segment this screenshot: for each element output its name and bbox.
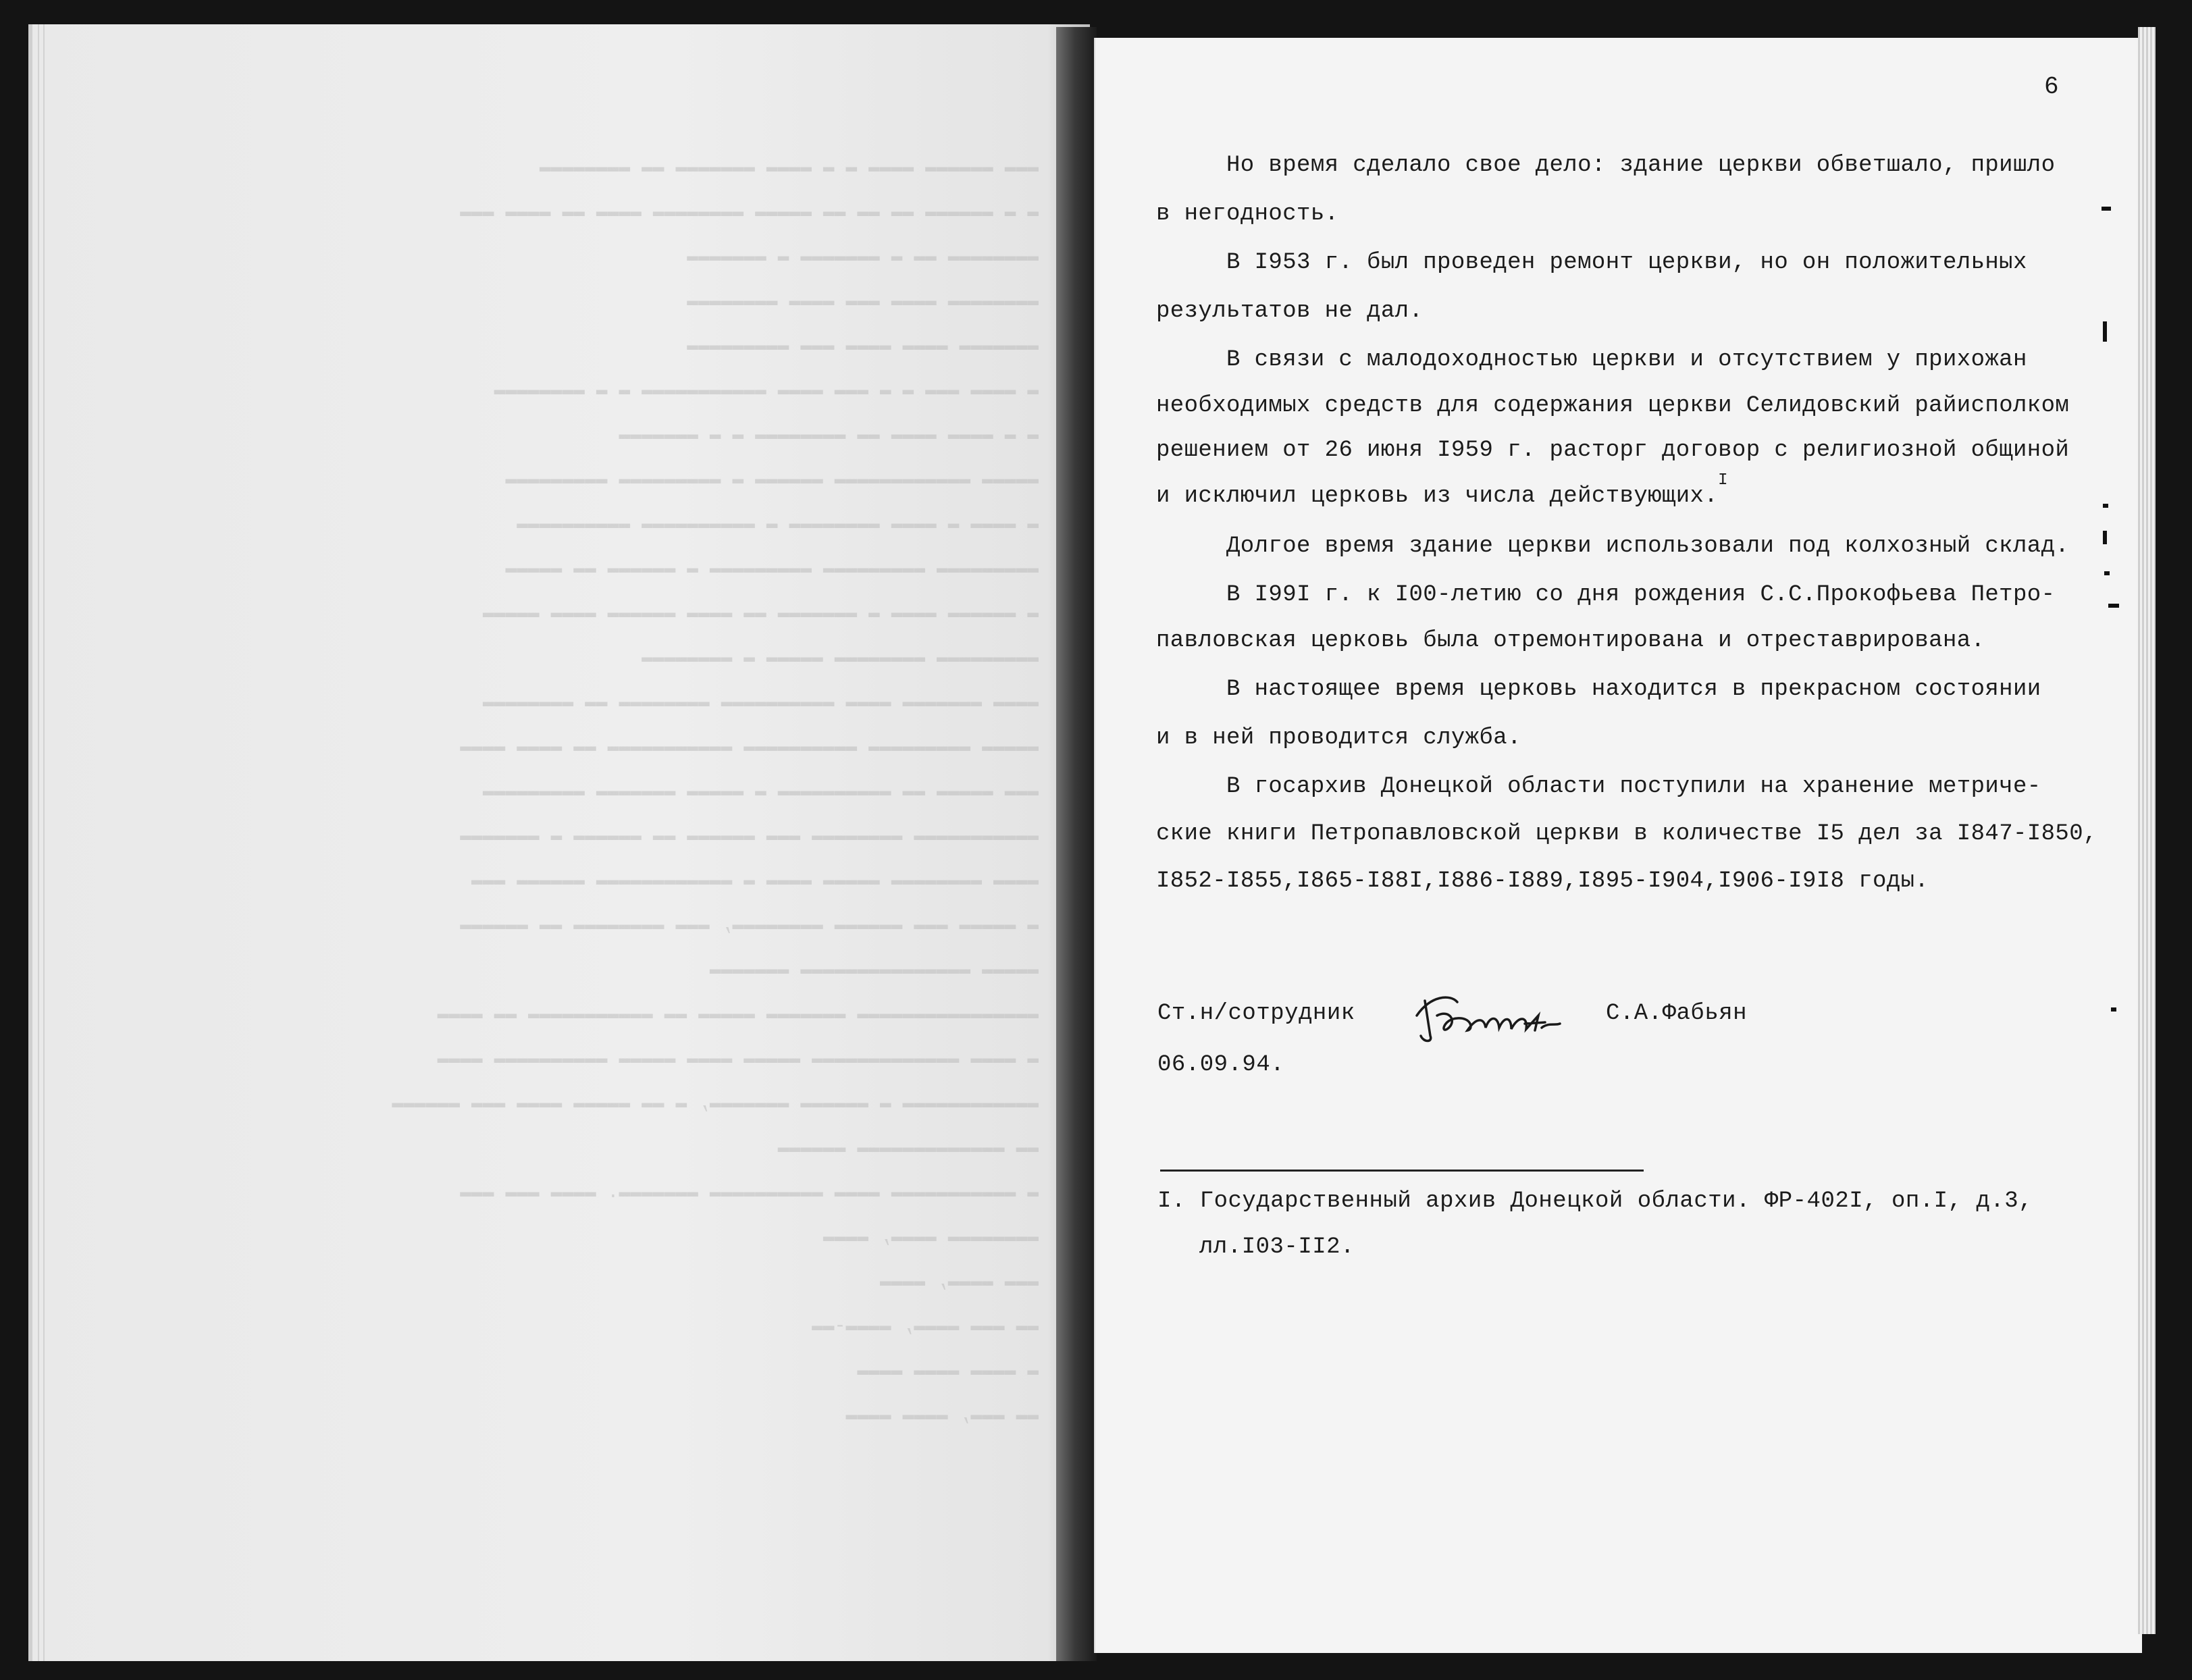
signature-position: Ст.н/сотрудник <box>1157 1001 1355 1026</box>
text-line: В I99I г. к I00-летию со дня рождения С.С.Прокофьева Петро- <box>1226 582 2056 608</box>
text-line: павловская церковь была отремонтирована и отреставрирована. <box>1156 628 1985 654</box>
text-line: ские книги Петропавловской церкви в количестве I5 дел за I847-I850, <box>1156 821 2097 847</box>
signatory-name: С.А.Фабьян <box>1606 1001 1748 1026</box>
text-line: В госархив Донецкой области поступили на хранение метриче- <box>1226 774 2041 799</box>
text-line: и исключил церковь из числа действующих.$^I$ <box>1156 471 1728 509</box>
footnote-line: I. Государственный архив Донецкой области. ФР-402I, оп.I, д.3, <box>1157 1188 2033 1214</box>
left-page <box>28 24 1090 1661</box>
margin-mark <box>2103 531 2107 544</box>
text-line: в негодность. <box>1156 201 1339 227</box>
margin-mark <box>2103 504 2108 508</box>
text-line: решением от 26 июня I959 г. расторг договор с религиозной общиной <box>1156 438 2070 463</box>
handwritten-signature <box>1410 989 1565 1049</box>
text-line: и в ней проводится служба. <box>1156 725 1521 751</box>
footnote-line: лл.I03-II2. <box>1199 1234 1355 1260</box>
margin-mark <box>2104 571 2110 575</box>
footnote-marker: I <box>1718 471 1728 490</box>
text-line: В настоящее время церковь находится в прекрасном состоянии <box>1226 677 2041 702</box>
margin-mark <box>2111 1007 2116 1012</box>
text-line: Но время сделало свое дело: здание церкви обветшало, пришло <box>1226 153 2056 178</box>
margin-mark <box>2102 207 2111 211</box>
margin-mark <box>2103 321 2107 342</box>
margin-mark <box>2108 604 2119 608</box>
text-line: В I953 г. был проведен ремонт церкви, но он положительных <box>1226 250 2027 275</box>
page-number: 6 <box>2044 73 2060 101</box>
page-edge-line <box>38 24 39 1661</box>
text-line: результатов не дал. <box>1156 298 1424 324</box>
text-line: В связи с малодоходностью церкви и отсутствием у прихожан <box>1226 347 2027 373</box>
book-gutter <box>1056 27 1097 1661</box>
bleed-through-texture: ▬▬▬ ▬▬▬▬▬▬ ▬▬▬▬ ▬ ▬ ▬▬▬▬ ▬▬▬▬▬▬▬ ▬▬ ▬▬▬▬▬▬▬▬ ▬ ▬ ▬▬▬▬▬▬ ▬▬ ▬▬ ▬▬ ▬▬▬▬▬ ▬▬▬▬▬▬▬▬ ▬▬▬▬ ▬▬ ▬▬▬▬ ▬▬▬ ▬▬▬▬▬▬▬▬ ▬▬ ▬ ▬▬▬▬▬▬▬ ▬ ▬▬▬▬▬▬▬ ▬▬▬▬▬▬▬▬ ▬▬▬▬ ▬▬▬ ▬▬▬▬ ▬▬▬▬▬▬▬▬ ▬▬▬▬▬▬▬ ▬▬▬▬ ▬▬▬▬ ▬▬▬ ▬▬▬▬▬▬▬▬▬ ▬ ▬▬▬▬ ▬▬▬ ▬ ▬ ▬▬▬ ▬▬▬▬ ▬▬▬▬▬▬▬▬▬▬▬ ▬ ▬ ▬▬▬▬▬▬▬▬ ▬ ▬ ▬▬▬▬ ▬▬▬▬ ▬▬ ▬▬▬▬▬▬▬▬ ▬ ▬ ▬▬▬▬▬▬▬ ▬▬▬▬▬ ▬▬▬▬▬▬▬▬▬▬▬▬ ▬▬▬▬▬▬ ▬ ▬▬▬▬▬▬▬▬▬ ▬▬▬▬▬▬▬▬▬ ▬ ▬▬▬▬ ▬ ▬▬▬▬ ▬▬▬▬▬▬▬▬ ▬ ▬▬▬▬▬▬▬▬▬▬ ▬▬▬▬▬▬▬▬▬▬ ▬▬▬▬▬▬▬▬▬ ▬▬▬▬▬▬▬▬▬ ▬▬▬▬▬▬▬▬▬ ▬ ▬▬▬▬▬▬ ▬▬ ▬▬▬▬▬ ▬ ▬▬▬▬▬▬ ▬▬▬▬ ▬ ▬▬▬▬▬▬▬ ▬▬ ▬▬▬▬ ▬▬▬▬▬▬ ▬▬▬▬ ▬▬▬▬▬ ▬▬▬▬▬▬▬▬▬ ▬▬▬▬▬▬▬▬ ▬▬▬▬▬ ▬ ▬▬▬▬▬▬▬▬ ▬▬▬▬ ▬▬▬▬▬▬▬ ▬▬▬▬ ▬▬▬▬▬▬▬▬▬▬ ▬▬▬▬▬▬▬▬ ▬▬ ▬▬▬▬▬▬▬▬ ▬▬▬▬▬ ▬▬▬▬▬▬▬▬▬ ▬▬▬▬▬▬▬▬▬▬ ▬▬▬▬▬▬▬▬▬▬▬ ▬▬ ▬▬▬▬ ▬▬▬▬ ▬▬▬ ▬▬▬▬▬ ▬▬ ▬▬▬▬▬▬▬▬▬▬ ▬ ▬▬▬▬▬ ▬▬▬▬▬▬▬ ▬▬▬▬▬▬▬▬▬ ▬▬▬▬▬▬▬▬▬▬▬ ▬▬▬▬▬▬▬▬ ▬▬▬ ▬▬▬▬▬▬ ▬▬ ▬▬▬▬▬▬ ▬ ▬▬▬▬▬▬▬ ▬▬▬▬ ▬▬▬▬▬▬▬▬ ▬▬▬▬▬ ▬▬▬▬ ▬ ▬▬▬▬▬▬▬▬▬▬▬▬ ▬▬▬▬▬▬ ▬▬▬ ▬ ▬▬▬▬▬ ▬▬▬ ▬▬▬▬▬▬ ▬▬▬▬▬▬▬▬, ▬▬▬ ▬▬▬▬▬▬▬▬ ▬▬ ▬▬▬▬▬▬ ▬▬▬▬▬ ▬▬▬▬▬▬▬▬▬▬▬▬▬▬▬ ▬▬▬▬▬▬▬ ▬▬▬▬▬▬▬▬▬▬▬▬▬▬▬▬ ▬▬▬▬▬▬▬ ▬▬▬▬▬ ▬▬ ▬▬▬▬▬▬▬▬▬▬▬ ▬▬ ▬▬▬▬ ▬ ▬▬▬▬ ▬▬▬▬▬▬▬▬▬▬▬▬▬ ▬▬▬▬▬ ▬▬▬▬ ▬▬▬▬▬ ▬▬▬▬▬▬▬▬▬▬ ▬▬▬▬ ▬▬▬▬▬▬▬▬▬▬▬▬ ▬ ▬▬▬▬▬▬ ▬▬▬▬▬▬▬, ▬ ▬▬ ▬▬▬▬▬ ▬▬▬▬ ▬▬▬ ▬▬▬▬▬▬ ▬▬ ▬▬▬▬▬▬▬▬▬▬▬▬▬ ▬▬▬▬▬▬ ▬ ▬▬▬▬▬▬▬▬▬▬▬ ▬▬▬▬ ▬▬▬▬▬▬▬▬▬▬ ▬▬▬▬▬▬▬. ▬▬▬▬ ▬▬▬ ▬▬▬ ▬▬▬▬▬▬▬▬ ▬▬▬▬, ▬▬▬▬ ▬▬▬ ▬▬▬▬, ▬▬▬▬ ▬▬ ▬▬▬ ▬▬▬▬, ▬▬▬▬-▬▬ ▬ ▬▬▬▬ ▬▬▬▬ ▬▬▬▬ ▬▬ ▬▬▬, ▬▬▬▬ ▬▬▬▬ <box>392 157 1039 1426</box>
text-line: I852-I855,I865-I88I,I886-I889,I895-I904,I906-I9I8 годы. <box>1156 868 1929 894</box>
document-date: 06.09.94. <box>1157 1052 1285 1078</box>
footnote-divider <box>1160 1170 1644 1172</box>
page-stack-edge <box>2138 27 2156 1634</box>
right-page <box>1094 38 2142 1653</box>
text-line: необходимых средств для содержания церкви Селидовский райисполком <box>1156 393 2070 419</box>
page-edge-line <box>43 24 45 1661</box>
text-line: Долгое время здание церкви использовали под колхозный склад. <box>1226 533 2070 559</box>
